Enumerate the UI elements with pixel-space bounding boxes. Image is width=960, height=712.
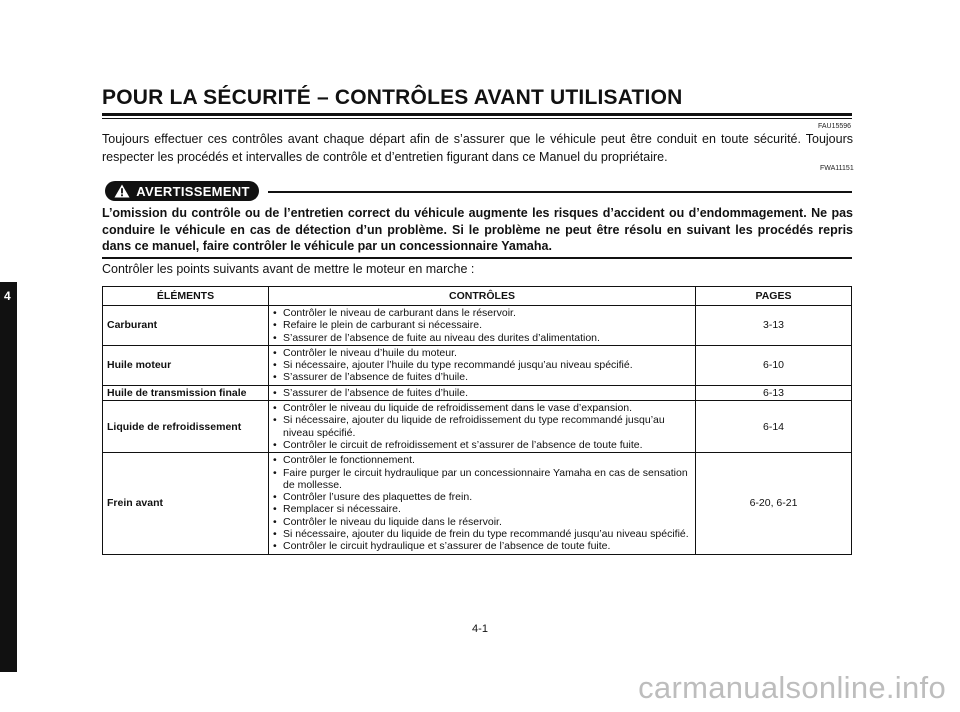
check-list — [273, 347, 691, 384]
check-text: Refaire le plein de carburant si nécessaire. — [283, 319, 483, 332]
warning-rule — [268, 191, 852, 193]
check-item — [273, 307, 691, 319]
table-header-row — [103, 287, 852, 306]
warning-code: FWA11151 — [820, 165, 854, 172]
header-checks: CONTRÔLES — [269, 287, 696, 306]
check-item — [273, 516, 691, 528]
page-number: 4-1 — [472, 623, 488, 635]
warning-badge-label: AVERTISSEMENT — [136, 183, 250, 199]
warning-badge — [105, 181, 259, 201]
row-item: Huile de transmission finale — [103, 385, 269, 400]
intro-paragraph: Toujours effectuer ces contrôles avant chaque départ afin de s’assurer que le véhicule peut être conduit en toute sécurité. Toujours respecter les procédés et intervalles de contrôle et d’entretien figurant dans ce Manuel du propriétaire. — [102, 132, 853, 164]
row-checks — [269, 345, 696, 385]
lead-text: Contrôler les points suivants avant de mettre le moteur en marche : — [102, 262, 475, 276]
chapter-tab-label: 4 — [4, 289, 11, 303]
row-pages: 3-13 — [696, 306, 852, 346]
check-text: Contrôler le niveau de carburant dans le réservoir. — [283, 307, 516, 319]
check-text: Contrôler le fonctionnement. — [283, 454, 415, 467]
check-text: Contrôler l’usure des plaquettes de frein. — [283, 491, 473, 504]
warning-triangle-icon — [114, 184, 130, 198]
row-item: Liquide de refroidissement — [103, 401, 269, 453]
row-pages: 6-20, 6-21 — [696, 453, 852, 554]
intro-code: FAU15596 — [818, 123, 852, 130]
check-item — [273, 503, 691, 515]
title-rule — [102, 113, 852, 116]
row-checks — [269, 306, 696, 346]
bullet-icon: • — [273, 540, 277, 553]
check-text: S’assurer de l’absence de fuites d’huile. — [283, 386, 469, 399]
table-row — [103, 401, 852, 453]
row-pages: 6-13 — [696, 385, 852, 400]
check-item — [273, 467, 691, 492]
table-row — [103, 306, 852, 346]
check-list — [273, 387, 691, 399]
check-text: Contrôler le niveau du liquide de refroidissement dans le vase d’expansion. — [283, 402, 633, 415]
check-item — [273, 402, 691, 414]
warning-end-rule — [102, 257, 852, 259]
row-checks — [269, 453, 696, 554]
check-list — [273, 454, 691, 552]
check-item — [273, 371, 691, 383]
check-item — [273, 454, 691, 466]
check-text: Faire purger le circuit hydraulique par un concessionnaire Yamaha en cas de sensation de mollesse. — [283, 466, 688, 491]
bullet-icon: • — [273, 346, 277, 359]
check-item — [273, 332, 691, 344]
bullet-icon: • — [273, 386, 277, 399]
bullet-icon: • — [273, 414, 277, 427]
checks-table — [102, 286, 852, 555]
check-item — [273, 439, 691, 451]
table-row — [103, 453, 852, 554]
check-text: Contrôler le niveau d’huile du moteur. — [283, 346, 457, 359]
check-text: S’assurer de l’absence de fuite au niveau des durites d’alimentation. — [283, 331, 600, 344]
check-text: Contrôler le niveau du liquide dans le réservoir. — [283, 515, 502, 528]
header-pages: PAGES — [696, 287, 852, 306]
row-pages: 6-14 — [696, 401, 852, 453]
bullet-icon: • — [273, 402, 277, 415]
table-body — [103, 306, 852, 555]
bullet-icon: • — [273, 466, 277, 479]
check-list — [273, 402, 691, 451]
check-item — [273, 319, 691, 331]
bullet-icon: • — [273, 438, 277, 451]
bullet-icon: • — [273, 491, 277, 504]
warning-text: L’omission du contrôle ou de l’entretien correct du véhicule augmente les risques d’accident ou d’endommagement. Ne pas conduire le véhicule en cas de détection d’un problème. Si le problème ne peut être résolu en suivant les procédés repris dans ce manuel, faire contrôler le véhicule par un concessionnaire Yamaha. — [102, 206, 853, 253]
watermark: carmanualsonline.info — [638, 670, 946, 705]
check-item — [273, 359, 691, 371]
row-item: Huile moteur — [103, 345, 269, 385]
bullet-icon: • — [273, 515, 277, 528]
row-pages: 6-10 — [696, 345, 852, 385]
check-text: Contrôler le circuit hydraulique et s’assurer de l’absence de toute fuite. — [283, 540, 611, 553]
bullet-icon: • — [273, 371, 277, 384]
check-item — [273, 414, 691, 439]
check-item — [273, 491, 691, 503]
check-text: Si nécessaire, ajouter du liquide de refroidissement du type recommandé jusqu’au niveau spécifié. — [283, 414, 665, 439]
row-checks — [269, 385, 696, 400]
check-item — [273, 347, 691, 359]
bullet-icon: • — [273, 359, 277, 372]
bullet-icon: • — [273, 307, 277, 319]
table-row — [103, 385, 852, 400]
chapter-tab — [0, 282, 17, 672]
check-item — [273, 387, 691, 399]
bullet-icon: • — [273, 319, 277, 332]
check-text: Si nécessaire, ajouter l’huile du type recommandé jusqu’au niveau spécifié. — [283, 359, 633, 372]
header-items: ÉLÉMENTS — [103, 287, 269, 306]
check-text: Si nécessaire, ajouter du liquide de frein du type recommandé jusqu’au niveau spécifié. — [283, 528, 689, 541]
check-text: Contrôler le circuit de refroidissement et s’assurer de l’absence de toute fuite. — [283, 438, 643, 451]
row-item: Frein avant — [103, 453, 269, 554]
check-text: S’assurer de l’absence de fuites d’huile. — [283, 371, 469, 384]
check-item — [273, 528, 691, 540]
bullet-icon: • — [273, 454, 277, 467]
check-item — [273, 540, 691, 552]
check-list — [273, 307, 691, 344]
row-item: Carburant — [103, 306, 269, 346]
bullet-icon: • — [273, 503, 277, 516]
check-text: Remplacer si nécessaire. — [283, 503, 401, 516]
page-title: POUR LA SÉCURITÉ – CONTRÔLES AVANT UTILISATION — [102, 86, 683, 109]
row-checks — [269, 401, 696, 453]
title-rule-thin — [102, 118, 852, 119]
bullet-icon: • — [273, 331, 277, 344]
table-row — [103, 345, 852, 385]
bullet-icon: • — [273, 528, 277, 541]
